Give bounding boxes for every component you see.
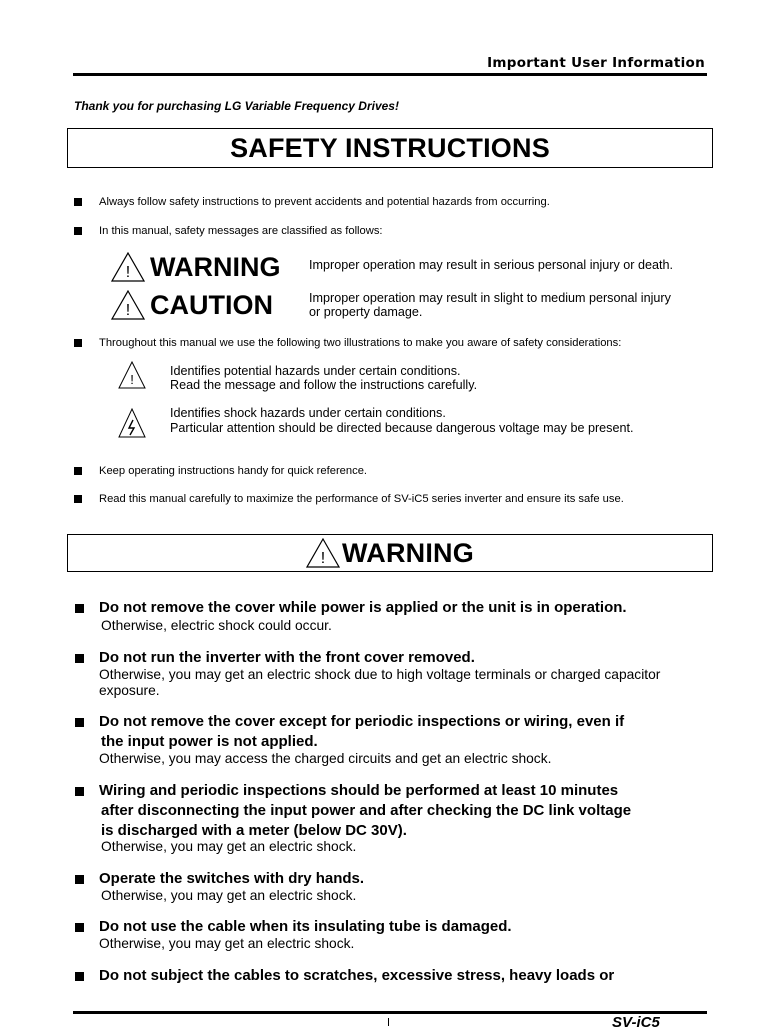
caution-class-label: CAUTION: [150, 290, 273, 320]
warning-class-label: WARNING: [150, 252, 281, 282]
closing-bullet-text: Keep operating instructions handy for quick reference.: [99, 465, 368, 477]
bullet-icon: [75, 787, 84, 796]
caution-class-desc: Improper operation may result in slight to medium personal injury: [309, 291, 671, 305]
illustration-text: Identifies shock hazards under certain conditions.: [170, 406, 446, 420]
exclamation-triangle-icon: [118, 361, 146, 389]
warning-item-sub: Otherwise, you may get an electric shock.: [99, 936, 355, 951]
footer-model: SV-iC5: [612, 1014, 660, 1031]
header-title: Important User Information: [487, 55, 705, 71]
bullet-icon: [75, 972, 84, 981]
warning-title-group: [306, 538, 474, 569]
illustration-text: Identifies potential hazards under certain conditions.: [170, 364, 461, 378]
illustration-text: Read the message and follow the instructions carefully.: [170, 378, 478, 392]
warning-item-head: Do not remove the cover except for periodic inspections or wiring, even if: [99, 713, 625, 730]
bullet-icon: [75, 604, 84, 613]
illustration-text: Particular attention should be directed because dangerous voltage may be present.: [170, 421, 634, 435]
warning-item-head: is discharged with a meter (below DC 30V).: [101, 822, 407, 839]
lightning-triangle-icon: [118, 408, 146, 438]
bullet-icon: [75, 923, 84, 932]
warning-item-sub: Otherwise, electric shock could occur.: [101, 618, 332, 633]
bullet-icon: [75, 875, 84, 884]
warning-item-sub: Otherwise, you may get an electric shock.: [101, 839, 357, 854]
warning-item-head: Do not remove the cover while power is applied or the unit is in operation.: [99, 599, 627, 616]
warning-class-desc: Improper operation may result in serious personal injury or death.: [309, 258, 674, 272]
warning-item-sub: Otherwise, you may access the charged circuits and get an electric shock.: [99, 751, 552, 766]
exclamation-triangle-icon: [111, 290, 145, 320]
warning-title-box: [67, 534, 713, 572]
exclamation-triangle-icon: [306, 538, 340, 568]
intro-bullet-text: In this manual, safety messages are classified as follows:: [99, 225, 383, 237]
warning-item-head: the input power is not applied.: [101, 733, 318, 750]
exclamation-triangle-icon: [111, 252, 145, 282]
warning-item-head: after disconnecting the input power and after checking the DC link voltage: [101, 802, 632, 819]
warning-item-head: Operate the switches with dry hands.: [99, 870, 365, 887]
illustrations-bullet-text: Throughout this manual we use the following two illustrations to make you aware of safety considerations:: [99, 337, 622, 349]
intro-bullet-text: Always follow safety instructions to prevent accidents and potential hazards from occurring.: [99, 196, 550, 208]
warning-item-head: Wiring and periodic inspections should be performed at least 10 minutes: [99, 782, 619, 799]
thank-you-note: Thank you for purchasing LG Variable Frequency Drives!: [74, 99, 399, 113]
warning-title: WARNING: [342, 537, 474, 568]
closing-bullet-text: Read this manual carefully to maximize the performance of SV-iC5 series inverter and ensure its safe use.: [99, 493, 624, 505]
svg-text:!: !: [130, 372, 134, 387]
safety-title-box: [67, 128, 713, 168]
caution-class-desc: or property damage.: [309, 305, 423, 319]
warning-item-head: Do not subject the cables to scratches, excessive stress, heavy loads or: [99, 967, 615, 984]
footer-divider: [388, 1018, 389, 1026]
warning-item-head: Do not use the cable when its insulating tube is damaged.: [99, 918, 512, 935]
bullet-icon: [74, 227, 82, 235]
svg-text:!: !: [320, 550, 326, 567]
warning-item-head: Do not run the inverter with the front cover removed.: [99, 649, 475, 666]
bullet-icon: [74, 339, 82, 347]
header-rule: [73, 73, 707, 76]
bullet-icon: [74, 495, 82, 503]
bullet-icon: [74, 467, 82, 475]
warning-item-sub: exposure.: [99, 683, 160, 698]
bullet-icon: [75, 718, 84, 727]
svg-text:!: !: [125, 302, 131, 319]
warning-item-sub: Otherwise, you may get an electric shock.: [101, 888, 357, 903]
bullet-icon: [75, 654, 84, 663]
svg-text:!: !: [125, 264, 131, 281]
safety-title: SAFETY INSTRUCTIONS: [230, 132, 550, 163]
warning-item-sub: Otherwise, you may get an electric shock due to high voltage terminals or charged capacitor: [99, 667, 661, 682]
bullet-icon: [74, 198, 82, 206]
